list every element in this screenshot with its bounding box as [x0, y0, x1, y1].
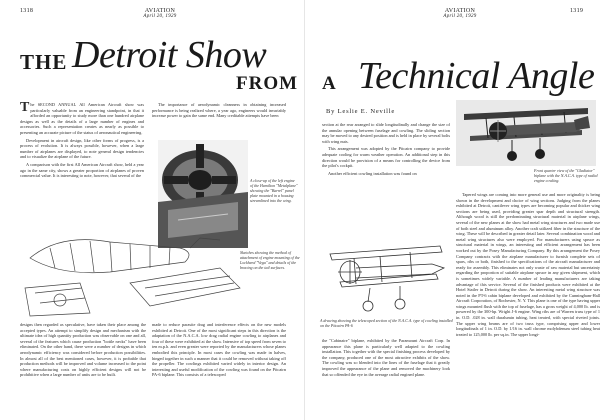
lead-paragraph: he SECOND ANNUAL All American Aircraft show was particularly valuable from an engineering standpoint, in that it afforded an opportunity to study more than one hundred airplane designs as well as the details of a large number of engines and accessories. Such a representation creates as nearly as possible to presenting an accurate picture of the status of aeronautical engineering.: [20, 102, 144, 135]
biplane-drawing-icon: [320, 240, 450, 314]
left-page-header: [130, 8, 190, 19]
right-header-title: AVIATION: [444, 8, 476, 14]
paragraph: the "Cabinaire" biplane, exhibited by the Paramount Aircraft Corp. In appearance this plane is particularly well adapted to the cowling installation. This together with the special finishing process developed by the company, produced one of the most attractive exhibits of the show. The cowling was so blended into the lines of the fuselage that it greatly improved the appearance of the plane and removed the machinery look that so offended the eye in the average radial engined plane.: [322, 338, 450, 377]
left-header-title: AVIATION: [144, 8, 176, 14]
paragraph: This arrangement was adopted by the Pitcairn company to provide adequate cooling for warm weather operation. An additional step in this direction would be provision of a means for controlling the device from the pilot's cockpit.: [322, 146, 450, 169]
drop-cap: T: [20, 102, 30, 115]
left-column-1-bottom: [20, 322, 146, 412]
title-the: THE: [20, 50, 68, 74]
title-from: FROM: [236, 73, 299, 94]
biplane-photo-icon: [456, 100, 596, 166]
engine-caption: A close-up of the left engine of the Hamilton "Metalplane" showing the "Barrel" panel plate mounted in a housing streamlined into the wing.: [250, 178, 298, 203]
right-column-1-bottom: [322, 338, 450, 412]
right-column-2: [456, 192, 600, 412]
page-gutter: [304, 0, 305, 420]
title-detroit-show: Detroit Show: [72, 34, 267, 76]
left-header-date: April 20, 1929: [143, 14, 177, 19]
right-column-1-top: [322, 122, 450, 237]
byline: By Leslie E. Neville: [326, 108, 396, 115]
biplane-photo-caption: Front quarter view of the "Gladiator" biplane with the N.A.C.A. type of radial engine cowling.: [534, 168, 598, 183]
right-page-number: 1319: [570, 8, 584, 14]
left-column-2-top: [152, 102, 286, 140]
wing-drawing-icon: [20, 228, 250, 318]
left-column-1-top: [20, 102, 144, 222]
title-technical-angle: Technical Angle: [358, 55, 595, 97]
paragraph: Another efficient cowling installation was found on: [328, 170, 417, 176]
paragraph: Tapered wings are coming into more general use and more originality is being shown in the development and choice of wing sections. Judging from the planes exhibited at Detroit, cantilever wing types are becoming popular and thicker wing sections are being used, providing greater spar depth and structural strength. Although wood is still the predominating structural material in airplane wings, several of the new planes at the show had metal wing structures and two made use of both steel and aluminum alloy. Another craft utilized fiber in the structure of the wing. These will be described in greater detail later. Several combination wood and metal wing structures also were employed. For manufacturers using spruce as structural material in wings, an interesting and efficient arrangement has been worked out by the Posey Manufacturing Company. By this arrangement the Posey Company contracts with the airplane manufacturer to furnish complete sets of spars, ribs or both, finished to the specifications of the aircraft manufacturer and ready for assembly. This eliminates not only waste of raw material but uncertainty regarding the proportion of suitable airplane spruce in any given shipment, which is sometimes widely variable. A number of leading manufacturers are taking advantage of this service. Several of the finished products were exhibited at the Hotel Statler in Detroit during the show. An interesting metal wing structure was noted in the PT-6 cabin biplane developed and exhibited by the Cunningham-Hall Aircraft Corporation, of Rochester, N. Y. This plane is one of the type having upper wings mounted flush with the top of fuselage, has a gross weight of 4,000 lb. and is powered by the 300-hp. Wright J-6 engine. Wing ribs are of Warren truss type of 1 in. O.D. .028 in. wall duralumin tubing, heat treated, with special riveted joints. The upper wing beams are of two truss type, comprising upper and lower longitudinals of 1 in. O.D. by 1/16 in. wall chrome molybdenum steel tubing heat treated to 125,000 lb. per sq.in. The upper longi-: [456, 192, 600, 337]
paragraph: made to reduce parasite drag and interference effects on the new models exhibited at Detroit. One of the most significant steps in this direction is the adaptation of the N.A.C.A. low drag radial engine cowling to airplanes and four of these were exhibited at the show. Intensive of top speed from seven to ten m.p.h. and even greater were reported by the manufacturers whose planes embodied this principle. In most cases the cowling was made in halves, hinged together in such a manner that it could be removed without taking off the propeller. The cowlings exhibited varied widely in interior design. An interesting and useful modification of the cowling was found on the Pitcairn PA-6 biplane. This consists of a telescoped: [152, 322, 286, 378]
right-header-date: April 20, 1929: [443, 14, 477, 19]
paragraph: designs then regarded as speculative, have taken their place among the accepted types. An attempt to simplify design and mechanism with the ultimate idea of high quantity production was observable on one and all, several of the features which cause production "bottle necks" have been eliminated. On the other hand, there were a number of designs in which aerodynamic efficiency was considered before production possibilities. In almost all of the best mentioned cases, however, it is probable that production methods will be improved and volume increased to the point where manufacturing costs on highly efficient designs will not be prohibitive when a large number of units are to be built.: [20, 322, 146, 378]
drawing-caption: Sketches showing the method of attachment of engine mounting of the Lockheed "Vega" and details of the bracing on the tail surfaces.: [240, 250, 300, 270]
bottom-drawing-caption: A drawing showing the telescoped section of the N.A.C.A. type of cowling installed on the Pitcairn PA-6: [320, 318, 453, 328]
title-a: A: [322, 73, 337, 94]
left-column-2-bottom: [152, 322, 286, 412]
paragraph: A comparison with the first All American Aircraft show, held a year ago in the same city, shows a greater proportion of airplanes of proven commercial value. It is interesting to note, however, that several of the: [20, 161, 144, 179]
left-page-number: 1318: [20, 8, 34, 14]
right-page-header: [430, 8, 490, 19]
paragraph: Development in aircraft design, like other forms of progress, is a process of evolution. It is always possible, however, when a large number of airplanes are displayed, to note general design tendencies and to visualize the airplane of the future.: [20, 137, 144, 160]
paragraph: section at the rear arranged to slide longitudinally and change the size of the annular opening between fuselage and cowling. The sliding section may be moved to any desired position and is held in place by several bolts with wing nuts.: [322, 122, 450, 144]
paragraph: The importance of aerodynamic cleanness in obtaining increased performance is being realized where, a year ago, engineers would invariably increase power to gain the same end. Many creditable attempts have been: [152, 102, 286, 119]
